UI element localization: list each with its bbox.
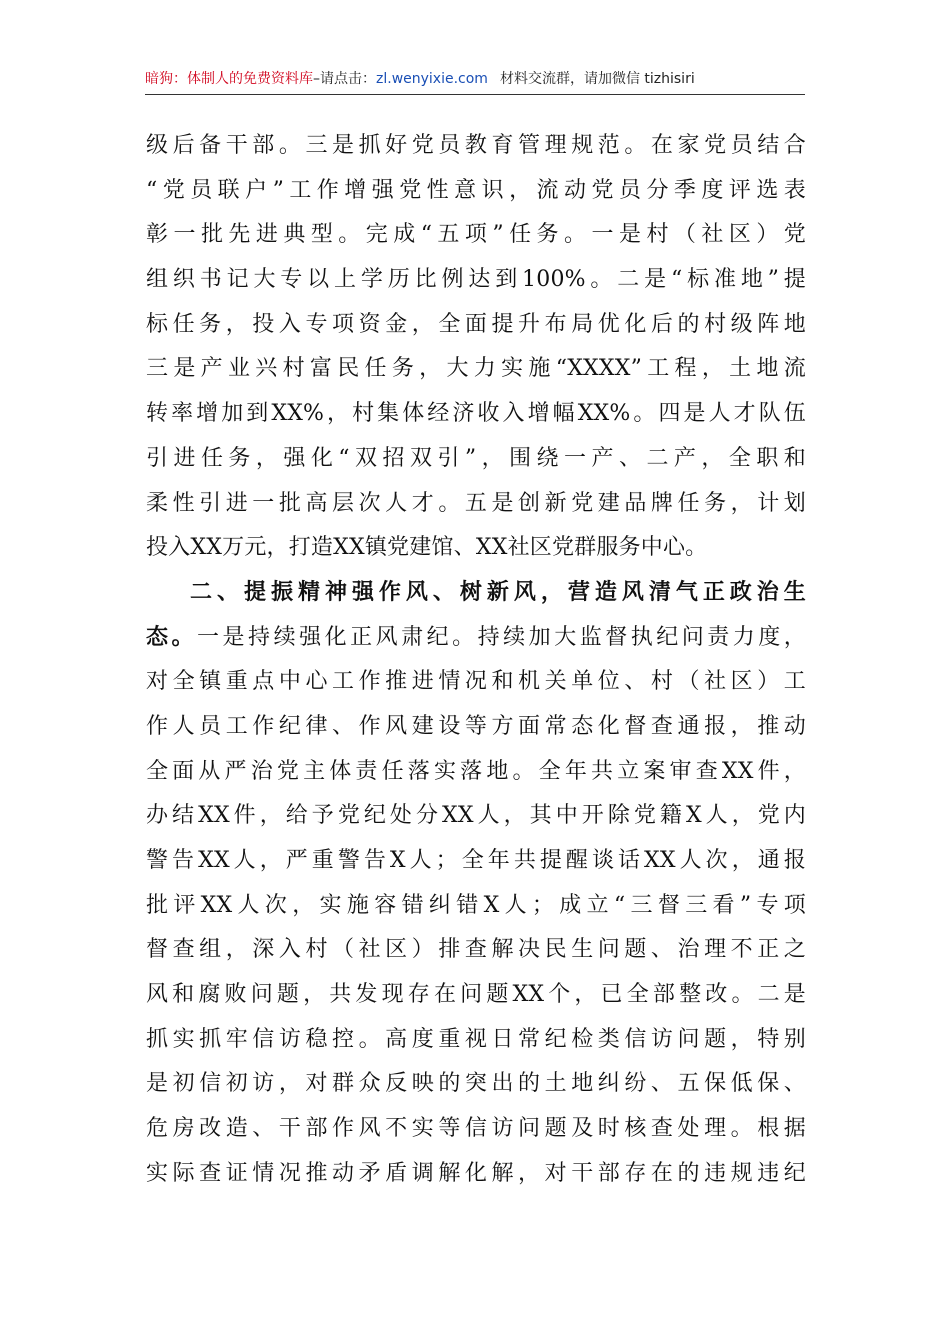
page-header [145, 66, 805, 92]
body-line: 转率增加到XX%，村集体经济收入增幅XX%。四是人才队伍 [146, 401, 806, 427]
header-url-link[interactable]: zl.wenyixie.com [376, 71, 488, 87]
body-line: 三是产业兴村富民任务，大力实施“XXXX”工程，土地流 [146, 356, 806, 382]
body-line: 风和腐败问题，共发现存在问题XX个，已全部整改。二是 [146, 982, 806, 1008]
section2-heading: 二、提振精神强作风、树新风，营造风清气正政治生 [190, 579, 806, 605]
body-line: 抓实抓牢信访稳控。高度重视日常纪检类信访问题，特别 [146, 1026, 806, 1052]
body-line: 投入XX万元，打造XX镇党建馆、XX社区党群服务中心。 [146, 535, 708, 561]
body-line: 柔性引进一批高层次人才。五是创新党建品牌任务，计划 [146, 490, 806, 516]
header-wechat-note: 材料交流群，请加微信 tizhisiri [499, 71, 695, 87]
section2-heading-continuation [146, 616, 806, 661]
body-line: 危房改造、干部作风不实等信访问题及时核查处理。根据 [146, 1116, 806, 1142]
body-line: 是初信初访，对群众反映的突出的土地纠纷、五保低保、 [146, 1071, 806, 1097]
body-line: 全面从严治党主体责任落实落地。全年共立案审查XX件， [146, 758, 806, 784]
body-line: 组织书记大专以上学历比例达到100%。二是“标准地”提 [146, 267, 806, 293]
body-line: “党员联户”工作增强党性意识，流动党员分季度评选表 [146, 177, 806, 203]
body-line: 对全镇重点中心工作推进情况和机关单位、村（社区）工 [146, 669, 806, 695]
body-line: 标任务，投入专项资金，全面提升布局优化后的村级阵地 [146, 311, 806, 337]
body-line: 彰一批先进典型。完成“五项”任务。一是村（社区）党 [146, 222, 806, 248]
body-line: 督查组，深入村（社区）排查解决民生问题、治理不正之 [146, 937, 806, 963]
header-site-name: 暗狗：体制人的免费资料库 [145, 71, 313, 87]
body-line: 作人员工作纪律、作风建设等方面常态化督查通报，推动 [146, 713, 806, 739]
body-line: 办结XX件，给予党纪处分XX人，其中开除党籍X人，党内 [146, 803, 806, 829]
header-divider [145, 94, 805, 95]
section2-line-text: 一是持续强化正风肃纪。持续加大监督执纪问责力度， [197, 624, 806, 650]
document-body [146, 124, 806, 1197]
header-click-prompt: –请点击： [313, 71, 376, 87]
body-line: 实际查证情况推动矛盾调解化解，对干部存在的违规违纪 [146, 1160, 806, 1186]
section2-heading-end: 态。 [146, 624, 198, 650]
body-line: 批评XX人次，实施容错纠错X人；成立“三督三看”专项 [146, 892, 806, 918]
body-line: 级后备干部。三是抓好党员教育管理规范。在家党员结合 [146, 133, 806, 158]
body-line: 引进任务，强化“双招双引”，围绕一产、二产，全职和 [146, 445, 806, 471]
body-line: 警告XX人，严重警告X人；全年共提醒谈话XX人次，通报 [146, 848, 806, 873]
